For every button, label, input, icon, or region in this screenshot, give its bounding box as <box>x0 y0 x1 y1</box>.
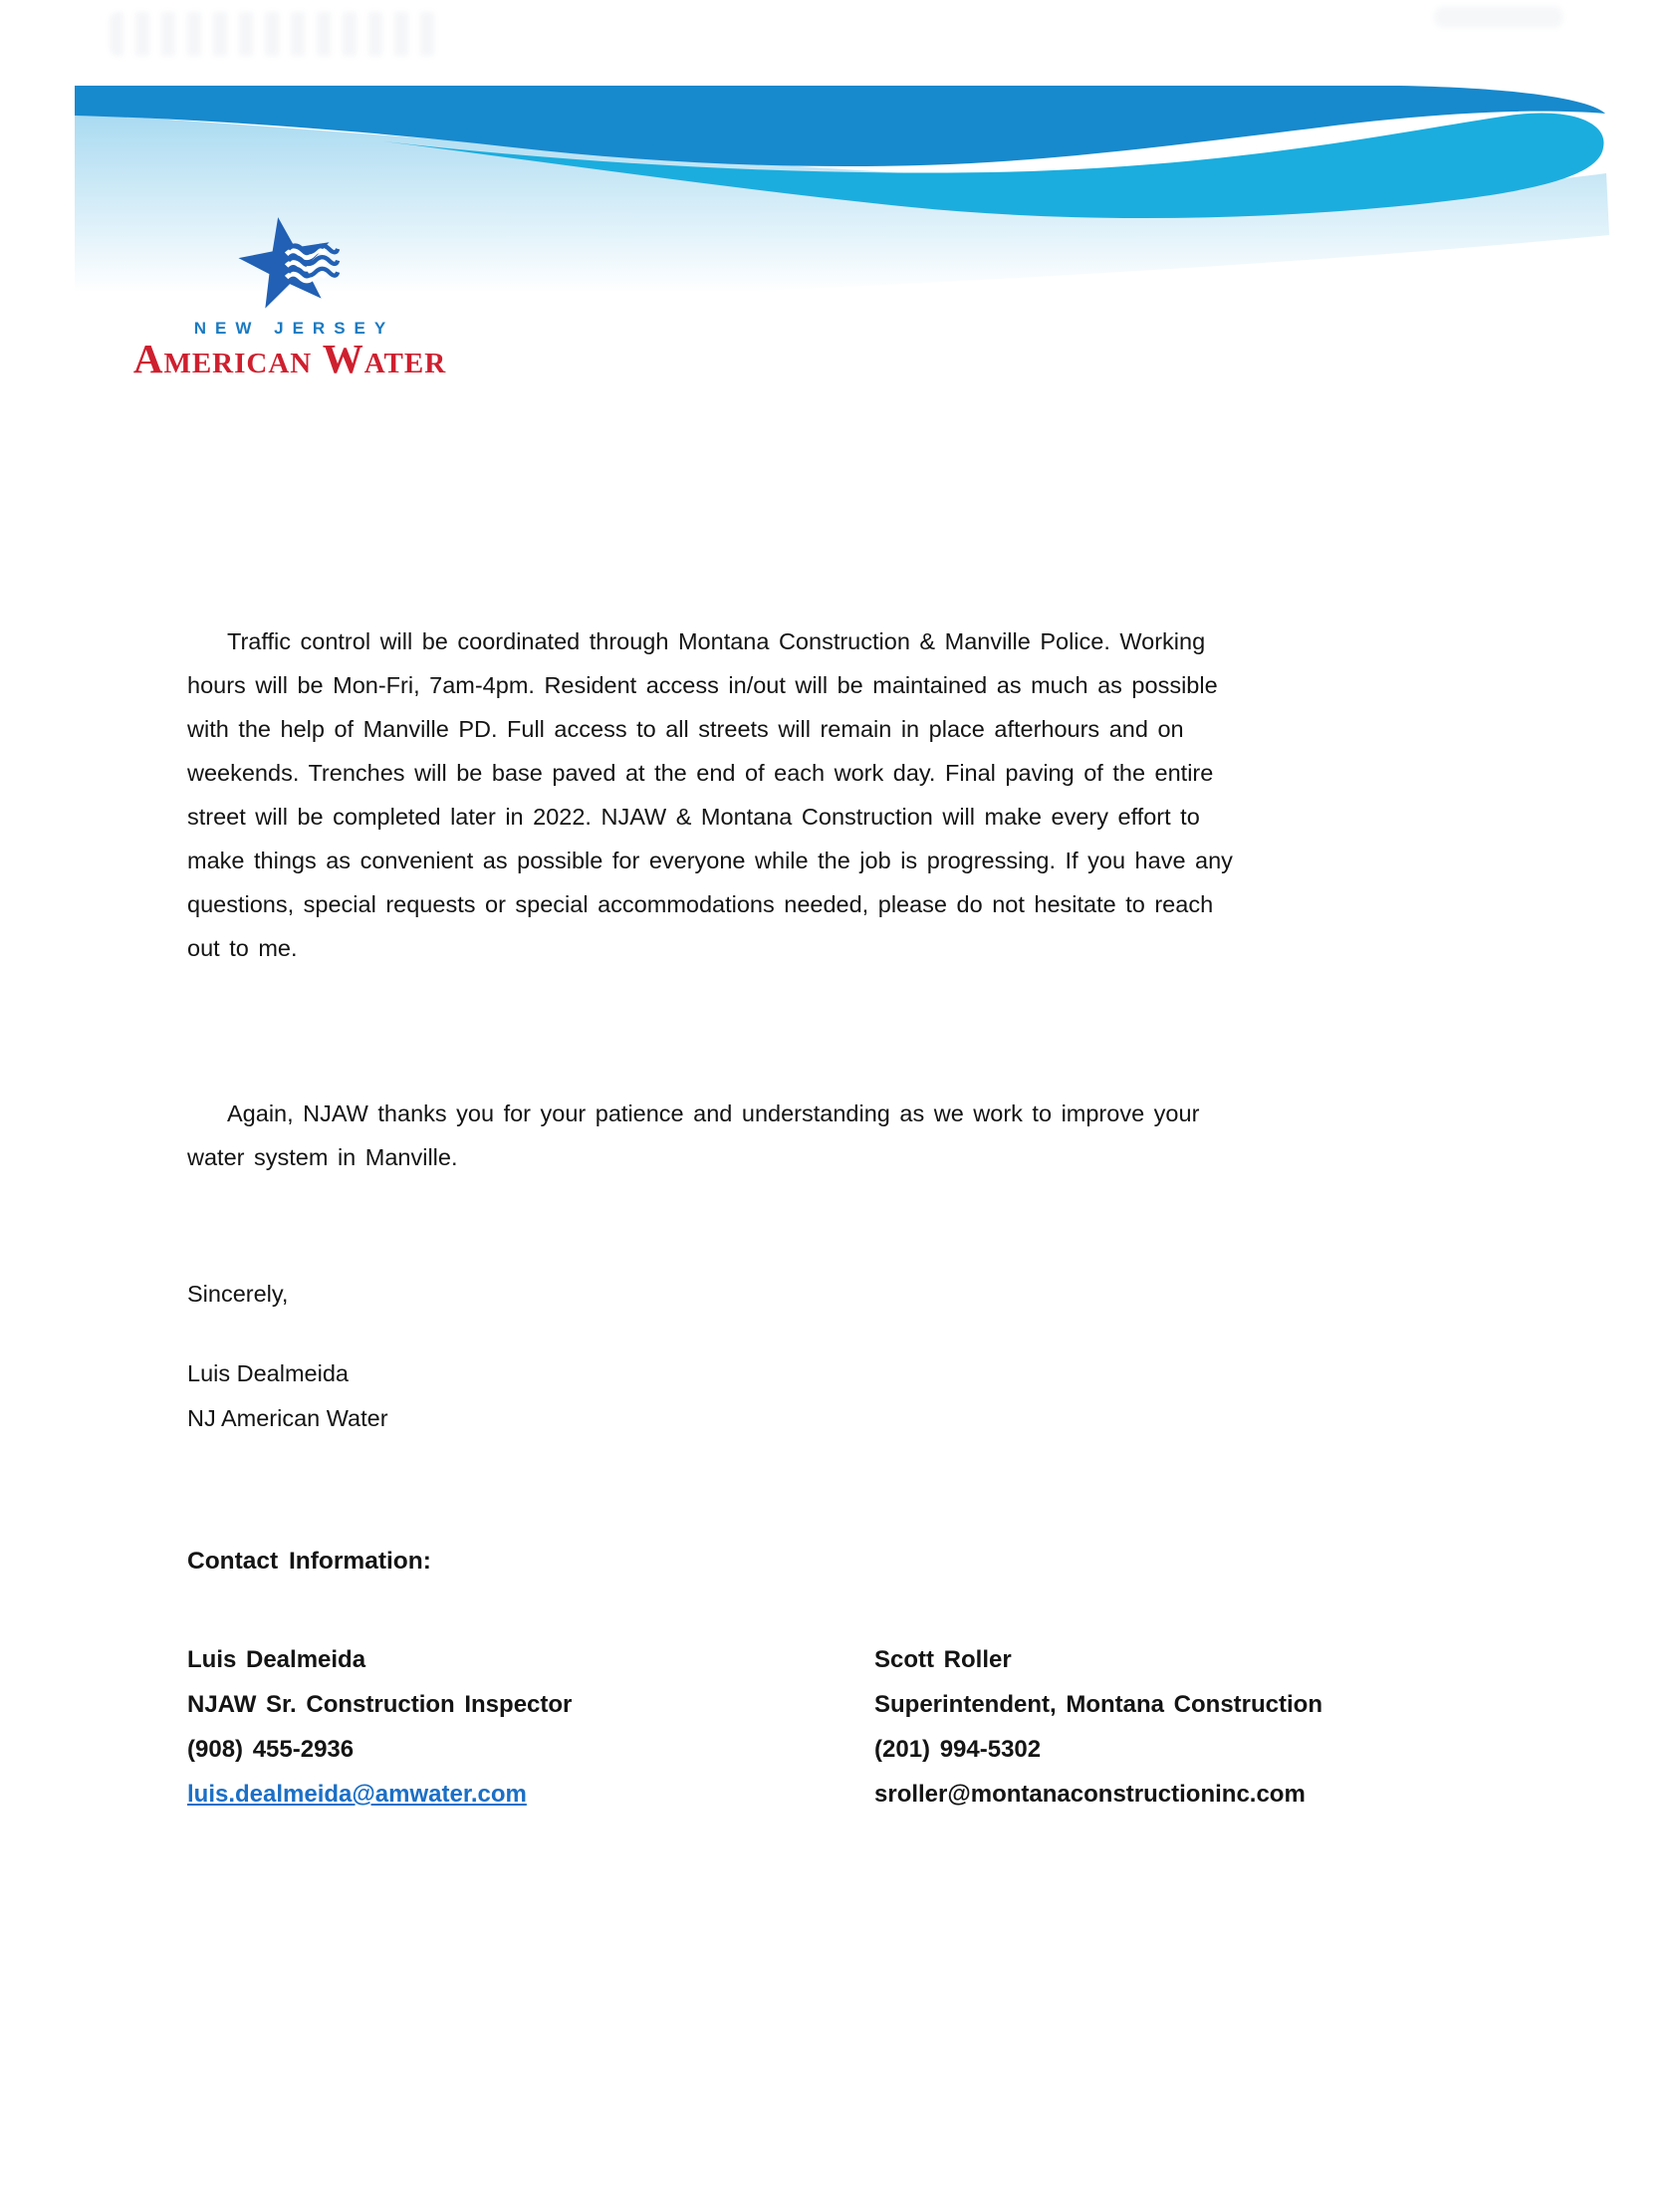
paragraph-line: weekends. Trenches will be base paved at the end of each work day. Final paving of the entire <box>187 760 1214 786</box>
paragraph-project-details <box>187 619 1412 970</box>
contact-email-link[interactable]: luis.dealmeida@amwater.com <box>187 1781 527 1808</box>
contact-title: NJAW Sr. Construction Inspector <box>187 1691 573 1718</box>
scan-artifact <box>1434 6 1563 28</box>
paragraph-line: with the help of Manville PD. Full access to all streets will remain in place afterhours and on <box>187 716 1184 742</box>
contact-heading: Contact Information: <box>187 1548 431 1575</box>
paragraph-line: Traffic control will be coordinated through Montana Construction & Manville Police. Working <box>227 628 1206 654</box>
paragraph-thanks <box>187 1092 1412 1179</box>
paragraph-line: out to me. <box>187 935 298 961</box>
contact-email: sroller@montanaconstructioninc.com <box>874 1781 1306 1808</box>
paragraph-line: water system in Manville. <box>187 1144 458 1170</box>
njaw-logo <box>91 213 489 381</box>
closing-salutation: Sincerely, <box>187 1281 289 1307</box>
contact-phone: (201) 994-5302 <box>874 1736 1042 1763</box>
paragraph-line: street will be completed later in 2022. NJAW & Montana Construction will make every effort to <box>187 804 1200 830</box>
paragraph-line: hours will be Mon-Fri, 7am-4pm. Resident access in/out will be maintained as much as possible <box>187 672 1218 698</box>
star-water-icon <box>238 213 343 313</box>
contact-name: Luis Dealmeida <box>187 1646 366 1673</box>
contact-phone: (908) 455-2936 <box>187 1736 355 1763</box>
closing-block <box>187 1281 388 1441</box>
contact-card-luis <box>187 1637 572 1817</box>
paragraph-line: make things as convenient as possible for everyone while the job is progressing. If you have any <box>187 848 1233 873</box>
brand-new-jersey: NEW JERSEY <box>193 319 395 338</box>
paragraph-line: questions, special requests or special accommodations needed, please do not hesitate to reach <box>187 891 1214 917</box>
contact-name: Scott Roller <box>874 1646 1012 1673</box>
closing-org: NJ American Water <box>187 1405 388 1431</box>
scan-artifact <box>110 12 438 56</box>
contact-card-scott <box>874 1637 1322 1817</box>
paragraph-line: Again, NJAW thanks you for your patience and understanding as we work to improve your <box>227 1100 1200 1126</box>
brand-american-water: American Water <box>132 336 447 381</box>
closing-name: Luis Dealmeida <box>187 1360 349 1386</box>
contact-title: Superintendent, Montana Construction <box>874 1691 1322 1718</box>
